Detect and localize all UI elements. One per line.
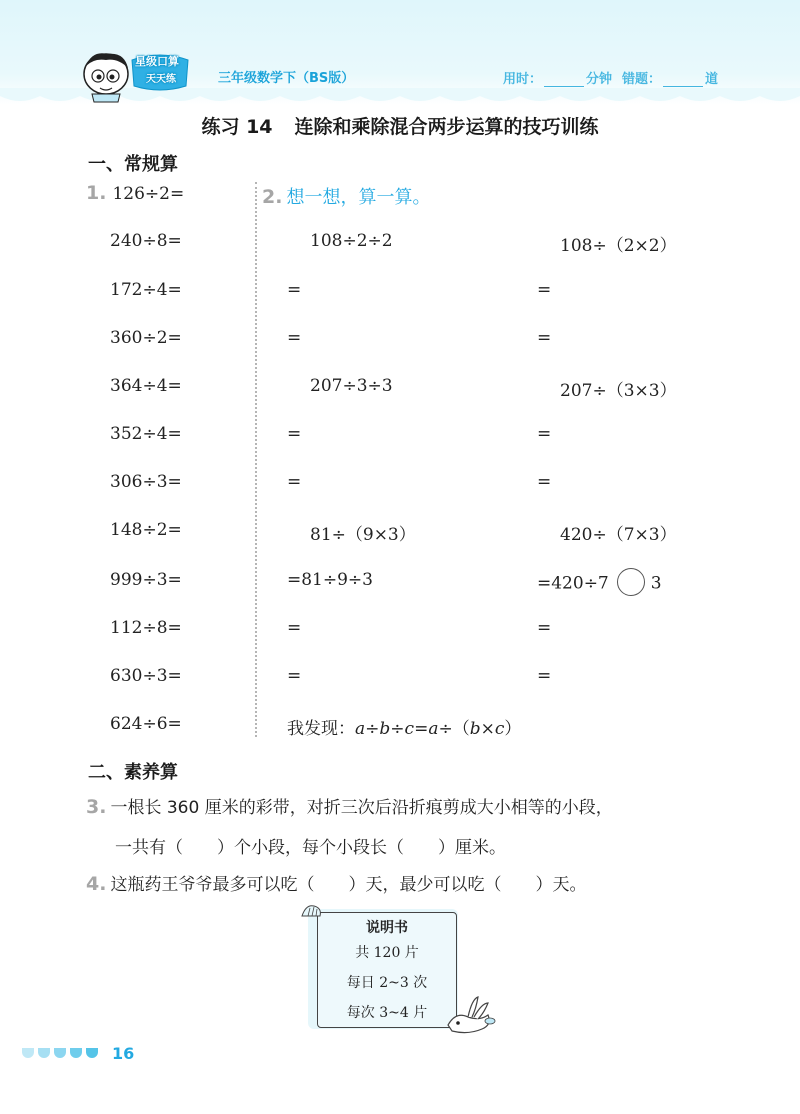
q1-item: 306÷3= [110, 472, 182, 492]
rabbit-icon [438, 995, 498, 1035]
q1-item: 148÷2= [110, 520, 182, 540]
var-c: c [404, 719, 415, 739]
q2-right-expr2: 207÷（3×3） [560, 381, 677, 401]
card-line1: 共 120 片 [355, 945, 419, 961]
close-paren: ） [504, 719, 522, 739]
q4-line [86, 870, 586, 895]
exercise-number: 练习 14 [201, 116, 273, 138]
badge-line2: 天天练 [146, 74, 176, 85]
footer-dot [86, 1048, 98, 1058]
q1-item: 240÷8= [110, 231, 182, 251]
operator-circle-blank[interactable] [617, 568, 645, 596]
div-sign: ÷ [390, 719, 405, 739]
discovery-label: 我发现： [287, 719, 355, 739]
q1-item: 360÷2= [110, 328, 182, 348]
q2-answer-line[interactable]: = [287, 618, 302, 638]
q2-answer-line[interactable]: = [287, 328, 302, 348]
card-line2: 每日 2~3 次 [346, 975, 428, 991]
card-line3: 每次 3~4 片 [346, 1005, 428, 1021]
q2-number: 2. [262, 186, 283, 208]
time-blank[interactable] [544, 73, 584, 87]
q2-left-expr2: 207÷3÷3 [310, 376, 393, 396]
errors-blank[interactable] [663, 73, 703, 87]
footer-dot [22, 1048, 34, 1058]
q1-number: 1. [86, 182, 107, 204]
q1-item: 999÷3= [110, 570, 182, 590]
q1-item: 364÷4= [110, 376, 182, 396]
var-b: b [379, 719, 391, 739]
page-number: 16 [112, 1044, 135, 1063]
card-title: 说明书 [366, 920, 408, 936]
var-b: b [469, 719, 481, 739]
q2-prompt-text: 想一想，算一算。 [286, 187, 431, 208]
q1-expr: 126÷2= [112, 184, 185, 204]
time-label: 用时： [503, 72, 543, 87]
equals-sign: = [414, 719, 429, 739]
q2-answer-line[interactable]: = [537, 618, 552, 638]
q2-right-step [537, 570, 662, 598]
q2-prompt [262, 183, 430, 209]
q3-line1 [86, 793, 613, 818]
q3-line2[interactable]: 一共有（ ）个小段，每个小段长（ ）厘米。 [115, 838, 506, 858]
q4-text[interactable]: 这瓶药王爷爷最多可以吃（ ）天，最少可以吃（ ）天。 [110, 875, 587, 895]
q1-item [86, 182, 184, 204]
times-sign: × [480, 719, 495, 739]
footer-decoration [22, 1048, 98, 1058]
mascot-icon [78, 48, 134, 104]
q2-left-step: =81÷9÷3 [287, 570, 373, 590]
q2-right-step-left: =420÷7 [537, 573, 609, 594]
badge-line1: 星级口算 [135, 55, 179, 68]
time-unit: 分钟 [586, 72, 613, 87]
q1-item: 172÷4= [110, 280, 182, 300]
q1-item: 112÷8= [110, 618, 182, 638]
q2-answer-line[interactable]: = [537, 666, 552, 686]
q2-left-expr3: 81÷（9×3） [310, 525, 416, 545]
footer-dot [54, 1048, 66, 1058]
var-c: c [494, 719, 505, 739]
q2-answer-line[interactable]: = [537, 328, 552, 348]
section1-heading: 一、常规算 [88, 154, 178, 175]
book-title: 三年级数学下（BS版） [218, 71, 355, 86]
q1-item: 352÷4= [110, 424, 182, 444]
q2-answer-line[interactable]: = [537, 472, 552, 492]
section2-heading: 二、素养算 [88, 762, 178, 783]
q2-right-step-right: 3 [650, 573, 662, 594]
var-a: a [355, 719, 366, 739]
q3-text: 一根长 360 厘米的彩带，对折三次后沿折痕剪成大小相等的小段， [110, 798, 613, 818]
var-a: a [428, 719, 439, 739]
q1-item: 630÷3= [110, 666, 182, 686]
q2-left-expr1: 108÷2÷2 [310, 231, 393, 251]
page-title [0, 112, 800, 139]
q4-number: 4. [86, 873, 107, 895]
q2-answer-line[interactable]: = [287, 280, 302, 300]
q2-answer-line[interactable]: = [287, 666, 302, 686]
q2-answer-line[interactable]: = [287, 472, 302, 492]
discovery-line [287, 714, 521, 739]
div-sign: ÷ [365, 719, 380, 739]
q3-number: 3. [86, 796, 107, 818]
q2-right-expr1: 108÷（2×2） [560, 236, 677, 256]
footer-dot [70, 1048, 82, 1058]
q2-right-expr3: 420÷（7×3） [560, 525, 677, 545]
q1-item: 624÷6= [110, 714, 182, 734]
q2-answer-line[interactable]: = [537, 424, 552, 444]
errors-label: 错题： [622, 72, 662, 87]
q2-answer-line[interactable]: = [287, 424, 302, 444]
errors-unit: 道 [705, 72, 719, 87]
stats-bar [503, 68, 718, 87]
q2-answer-line[interactable]: = [537, 280, 552, 300]
footer-dot [38, 1048, 50, 1058]
column-divider [255, 182, 257, 737]
exercise-title: 连除和乘除混合两步运算的技巧训练 [294, 116, 599, 138]
div-sign: ÷（ [438, 719, 470, 739]
